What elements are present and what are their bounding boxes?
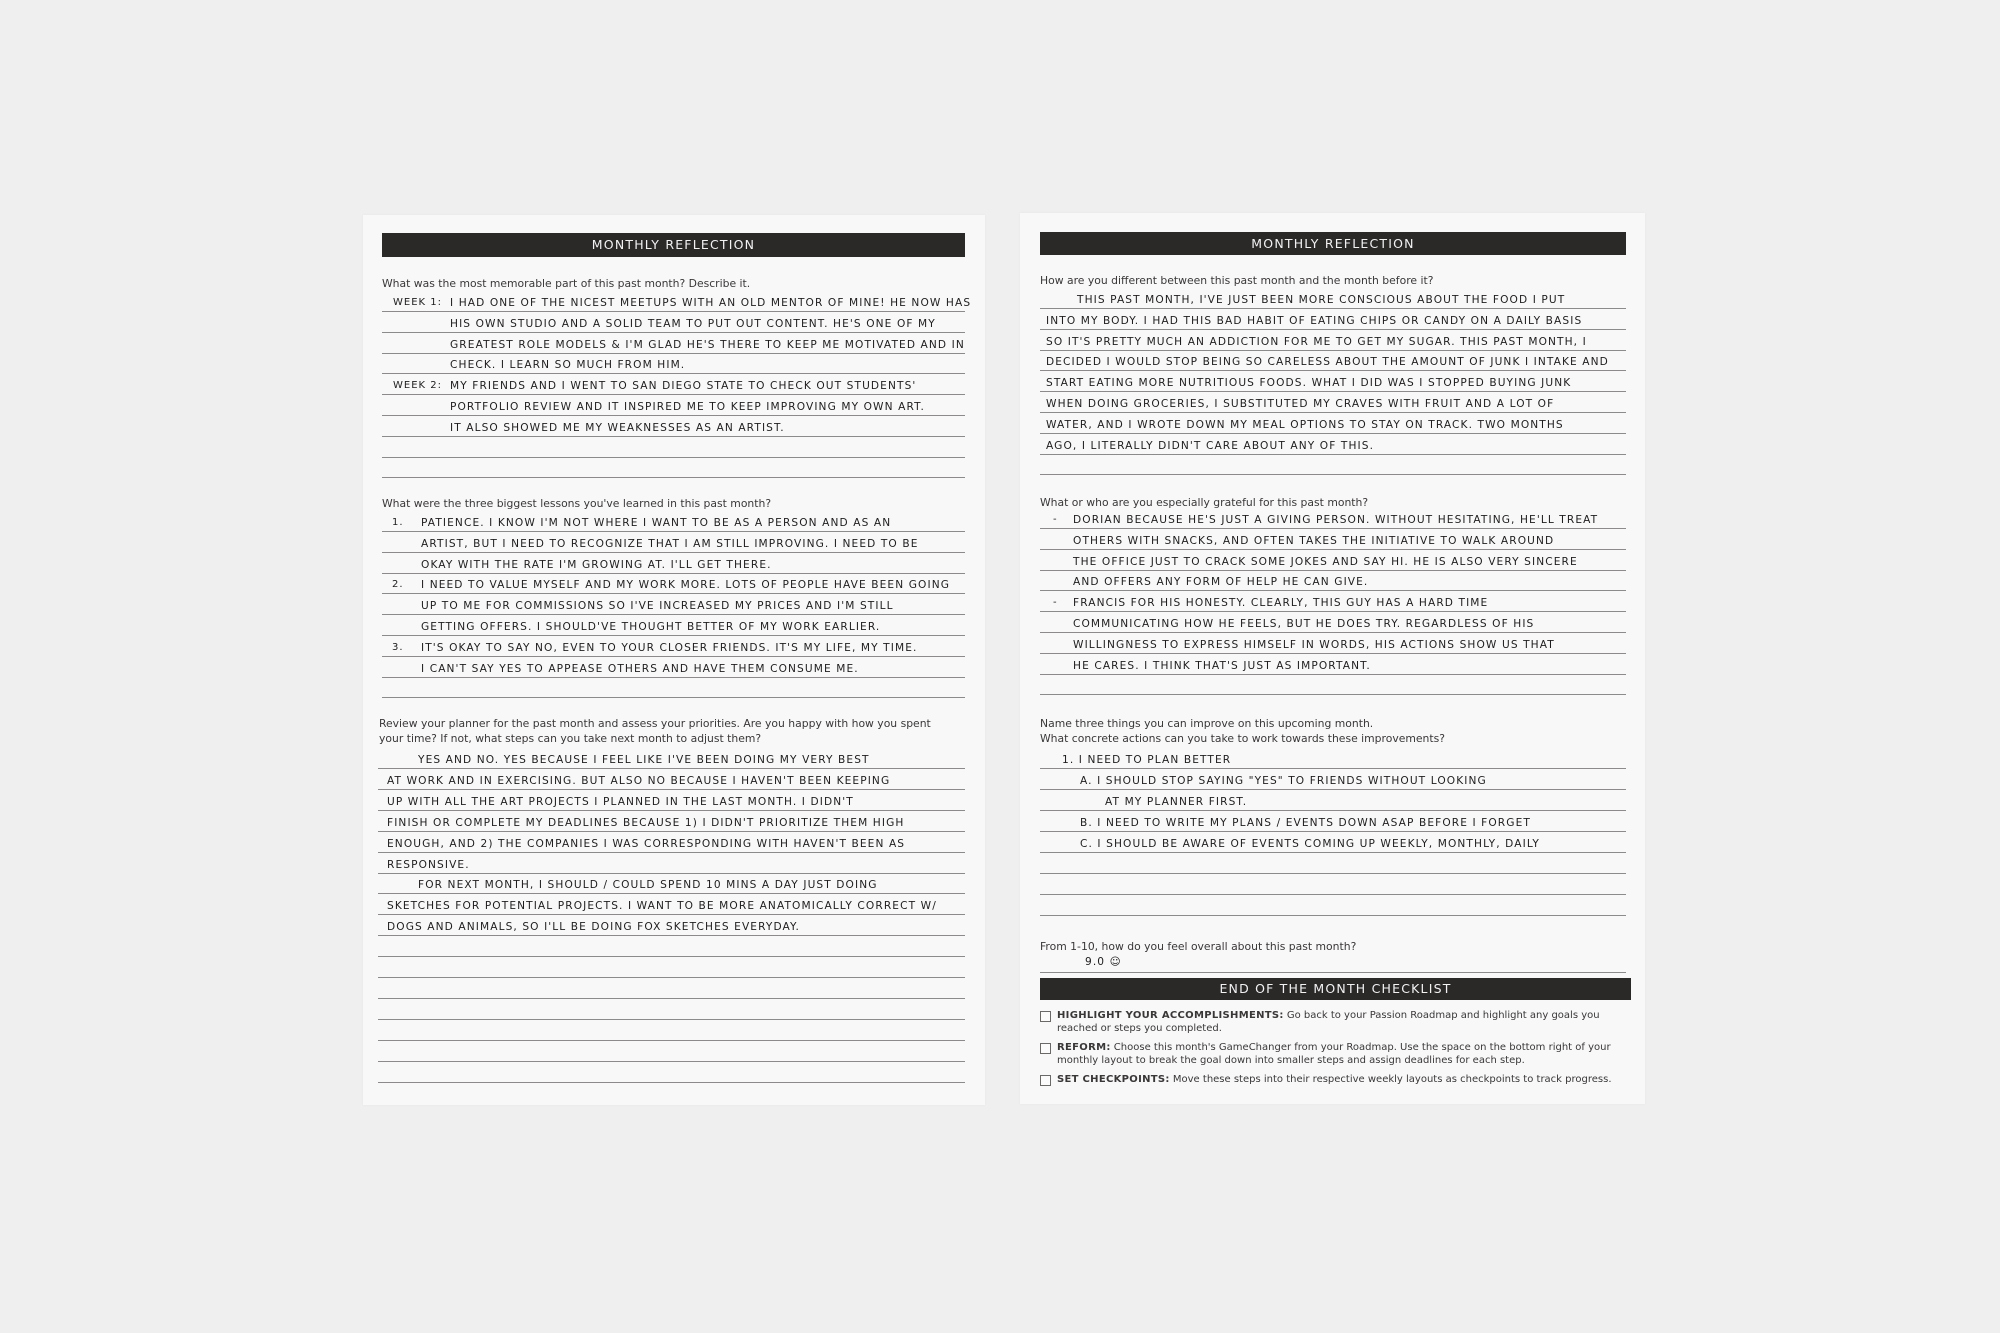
question-different: How are you different between this past month and the month before it? [1040,274,1434,287]
answer-rule [382,656,965,657]
answer-label: WEEK 2: [393,380,442,392]
answer-rule [378,873,965,874]
handwritten-line[interactable]: WHEN DOING GROCERIES, I SUBSTITUTED MY CRAVES WITH FRUIT AND A LOT OF [1046,398,1555,410]
answer-rule [1040,590,1626,591]
checkbox-icon[interactable] [1040,1043,1051,1054]
handwritten-line[interactable]: UP WITH ALL THE ART PROJECTS I PLANNED IN THE LAST MONTH. I DIDN'T [387,795,854,808]
handwritten-line[interactable]: FOR NEXT MONTH, I SHOULD / COULD SPEND 10 MINS A DAY JUST DOING [418,879,878,892]
handwritten-line[interactable]: UP TO ME FOR COMMISSIONS SO I'VE INCREASED MY PRICES AND I'M STILL [421,600,894,613]
answer-rule [378,977,965,978]
handwritten-line[interactable]: OKAY WITH THE RATE I'M GROWING AT. I'LL GET THERE. [421,558,772,571]
checkbox-icon[interactable] [1040,1075,1051,1086]
answer-rule [382,697,965,698]
answer-rule [382,353,965,354]
handwritten-line[interactable]: THE OFFICE JUST TO CRACK SOME JOKES AND SAY HI. HE IS ALSO VERY SINCERE [1073,555,1578,568]
answer-rule [1040,570,1626,571]
question-memorable: What was the most memorable part of this past month? Describe it. [382,277,751,290]
checkbox-icon[interactable] [1040,1011,1051,1022]
question-grateful: What or who are you especially grateful for this past month? [1040,496,1369,509]
answer-rule [378,956,965,957]
answer-rule [382,373,965,374]
answer-rule [1040,412,1626,413]
answer-rule [382,436,965,437]
handwritten-line[interactable]: DECIDED I WOULD STOP BEING SO CARELESS ABOUT THE AMOUNT OF JUNK I INTAKE AND [1046,356,1609,369]
handwritten-line[interactable]: WATER, AND I WROTE DOWN MY MEAL OPTIONS TO STAY ON TRACK. TWO MONTHS [1046,418,1564,431]
question-improve-line1: Name three things you can improve on this upcoming month. [1040,717,1374,730]
answer-rule [1040,391,1626,392]
answer-rule [382,332,965,333]
answer-rule [382,677,965,678]
handwritten-line[interactable]: DORIAN BECAUSE HE'S JUST A GIVING PERSON. WITHOUT HESITATING, HE'LL TREAT [1073,514,1599,526]
answer-rule [378,935,965,936]
handwritten-line[interactable]: INTO MY BODY. I HAD THIS BAD HABIT OF EATING CHIPS OR CANDY ON A DAILY BASIS [1046,314,1583,327]
handwritten-line[interactable]: AT MY PLANNER FIRST. [1105,796,1248,808]
answer-rule [382,531,965,532]
handwritten-line[interactable]: SO IT'S PRETTY MUCH AN ADDICTION FOR ME TO GET MY SUGAR. THIS PAST MONTH, I [1046,335,1587,348]
checklist-item-desc-line2: monthly layout to break the goal down into smaller steps and assign deadlines for each step. [1057,1055,1525,1066]
answer-rule [1040,674,1626,675]
answer-rule [378,1061,965,1062]
handwritten-line[interactable]: RESPONSIVE. [387,858,470,871]
right-page-header: MONTHLY REFLECTION [1040,232,1626,255]
answer-rule [378,893,965,894]
answer-rule [378,810,965,811]
handwritten-line[interactable]: I HAD ONE OF THE NICEST MEETUPS WITH AN OLD MENTOR OF MINE! HE NOW HAS [450,297,972,309]
answer-rule [378,852,965,853]
handwritten-line[interactable]: I NEED TO VALUE MYSELF AND MY WORK MORE. LOTS OF PEOPLE HAVE BEEN GOING [421,579,951,592]
answer-label: 1. [392,517,404,528]
answer-rule [382,573,965,574]
answer-rule [1040,852,1626,853]
answer-rule [1040,789,1626,790]
handwritten-line[interactable]: AND OFFERS ANY FORM OF HELP HE CAN GIVE. [1073,576,1369,589]
answer-rule [1040,329,1626,330]
handwritten-line[interactable]: AT WORK AND IN EXERCISING. BUT ALSO NO BECAUSE I HAVEN'T BEEN KEEPING [387,774,891,787]
answer-rule [1040,653,1626,654]
answer-rule [1040,611,1626,612]
answer-rule [1040,370,1626,371]
question-improve-line2: What concrete actions can you take to work towards these improvements? [1040,732,1445,745]
answer-rule [382,457,965,458]
handwritten-line[interactable]: HE CARES. I THINK THAT'S JUST AS IMPORTANT. [1073,659,1371,672]
answer-rule [1040,350,1626,351]
handwritten-line[interactable]: COMMUNICATING HOW HE FEELS, BUT HE DOES TRY. REGARDLESS OF HIS [1073,618,1535,630]
handwritten-line[interactable]: C. I SHOULD BE AWARE OF EVENTS COMING UP WEEKLY, MONTHLY, DAILY [1080,838,1540,850]
handwritten-line[interactable]: IT'S OKAY TO SAY NO, EVEN TO YOUR CLOSER FRIENDS. IT'S MY LIFE, MY TIME. [421,641,918,654]
checklist-header: END OF THE MONTH CHECKLIST [1040,978,1631,1000]
handwritten-line[interactable]: PORTFOLIO REVIEW AND IT INSPIRED ME TO KEEP IMPROVING MY OWN ART. [450,401,925,413]
answer-rule [1040,308,1626,309]
handwritten-line[interactable]: PATIENCE. I KNOW I'M NOT WHERE I WANT TO BE AS A PERSON AND AS AN [421,517,892,529]
question-rating: From 1-10, how do you feel overall about this past month? [1040,940,1357,953]
checklist-item-desc-line1: Go back to your Passion Roadmap and highlight any goals you [1283,1010,1600,1021]
answer-rule [378,789,965,790]
answer-rule [1040,873,1626,874]
answer-rule [378,831,965,832]
checklist-item-desc-line1: Move these steps into their respective weekly layouts as checkpoints to track progress. [1169,1074,1612,1085]
answer-rule [1040,528,1626,529]
answer-rule [1040,810,1626,811]
checklist-item-title: HIGHLIGHT YOUR ACCOMPLISHMENTS: [1057,1010,1284,1021]
handwritten-line[interactable]: I CAN'T SAY YES TO APPEASE OTHERS AND HAVE THEM CONSUME ME. [421,662,859,675]
answer-rule [382,477,965,478]
answer-rule [382,311,965,312]
answer-rule [378,1082,965,1083]
question-priorities-line1: Review your planner for the past month and assess your priorities. Are you happy with how you spent [379,717,931,730]
answer-label: 2. [392,579,404,591]
handwritten-line[interactable]: START EATING MORE NUTRITIOUS FOODS. WHAT I DID WAS I STOPPED BUYING JUNK [1046,377,1572,390]
rating-rule [1040,972,1626,973]
answer-label: 3. [392,641,404,653]
handwritten-line[interactable]: FINISH OR COMPLETE MY DEADLINES BECAUSE 1) I DIDN'T PRIORITIZE THEM HIGH [387,816,905,829]
answer-rule [1040,433,1626,434]
handwritten-line[interactable]: A. I SHOULD STOP SAYING "YES" TO FRIENDS WITHOUT LOOKING [1080,775,1487,787]
answer-label: - [1053,514,1058,525]
answer-rule [378,1019,965,1020]
answer-rule [1040,694,1626,695]
answer-rule [382,552,965,553]
answer-rule [382,394,965,395]
checklist-item-text [1057,1041,1617,1067]
checklist-item-desc-line1: Choose this month's GameChanger from your Roadmap. Use the space on the bottom right of your [1110,1042,1611,1053]
handwritten-line[interactable]: THIS PAST MONTH, I'VE JUST BEEN MORE CONSCIOUS ABOUT THE FOOD I PUT [1077,294,1566,306]
handwritten-line[interactable]: IT ALSO SHOWED ME MY WEAKNESSES AS AN ARTIST. [450,421,785,434]
handwritten-line[interactable]: WILLINGNESS TO EXPRESS HIMSELF IN WORDS, HIS ACTIONS SHOW US THAT [1073,638,1555,651]
checklist-item-text [1057,1009,1617,1035]
handwritten-line[interactable]: GREATEST ROLE MODELS & I'M GLAD HE'S THERE TO KEEP ME MOTIVATED AND IN [450,338,965,351]
answer-rule [382,614,965,615]
handwritten-line[interactable]: ENOUGH, AND 2) THE COMPANIES I WAS CORRESPONDING WITH HAVEN'T BEEN AS [387,837,906,850]
checklist-item-text [1057,1073,1617,1086]
answer-rule [1040,454,1626,455]
answer-rule [378,1040,965,1041]
answer-rule [1040,632,1626,633]
handwritten-line[interactable]: MY FRIENDS AND I WENT TO SAN DIEGO STATE TO CHECK OUT STUDENTS' [450,380,917,393]
answer-rule [378,998,965,999]
handwritten-line[interactable]: CHECK. I LEARN SO MUCH FROM HIM. [450,359,686,372]
answer-rule [382,593,965,594]
checklist-item-title: SET CHECKPOINTS: [1057,1074,1170,1085]
handwritten-line[interactable]: GETTING OFFERS. I SHOULD'VE THOUGHT BETTER OF MY WORK EARLIER. [421,621,881,633]
handwritten-line[interactable]: SKETCHES FOR POTENTIAL PROJECTS. I WANT TO BE MORE ANATOMICALLY CORRECT W/ [387,900,937,913]
handwritten-line[interactable]: AGO, I LITERALLY DIDN'T CARE ABOUT ANY OF THIS. [1046,439,1375,452]
question-priorities-line2: your time? If not, what steps can you take next month to adjust them? [379,732,762,745]
answer-rule [382,635,965,636]
answer-rule [378,914,965,915]
answer-rule [382,415,965,416]
answer-rule [378,768,965,769]
answer-rule [1040,474,1626,475]
handwritten-line[interactable]: YES AND NO. YES BECAUSE I FEEL LIKE I'VE BEEN DOING MY VERY BEST [418,754,870,766]
checklist-item-desc-line2: reached or steps you completed. [1057,1023,1222,1034]
checklist-item-title: REFORM: [1057,1042,1111,1053]
handwritten-line[interactable]: HIS OWN STUDIO AND A SOLID TEAM TO PUT OUT CONTENT. HE'S ONE OF MY [450,317,936,330]
answer-label: - [1053,597,1058,609]
handwritten-line[interactable]: ARTIST, BUT I NEED TO RECOGNIZE THAT I AM STILL IMPROVING. I NEED TO BE [421,537,919,550]
handwritten-line[interactable]: B. I NEED TO WRITE MY PLANS / EVENTS DOWN ASAP BEFORE I FORGET [1080,817,1531,829]
left-page-header: MONTHLY REFLECTION [382,233,965,257]
rating-answer[interactable]: 9.0 ☺ [1085,956,1122,968]
answer-rule [1040,768,1626,769]
question-lessons: What were the three biggest lessons you've learned in this past month? [382,497,772,510]
answer-rule [1040,549,1626,550]
answer-label: WEEK 1: [393,297,442,308]
handwritten-line[interactable]: 1. I NEED TO PLAN BETTER [1062,754,1232,766]
answer-rule [1040,915,1626,916]
answer-rule [1040,894,1626,895]
answer-rule [1040,831,1626,832]
handwritten-line[interactable]: OTHERS WITH SNACKS, AND OFTEN TAKES THE INITIATIVE TO WALK AROUND [1073,534,1555,547]
handwritten-line[interactable]: DOGS AND ANIMALS, SO I'LL BE DOING FOX SKETCHES EVERYDAY. [387,921,800,934]
handwritten-line[interactable]: FRANCIS FOR HIS HONESTY. CLEARLY, THIS GUY HAS A HARD TIME [1073,597,1489,610]
